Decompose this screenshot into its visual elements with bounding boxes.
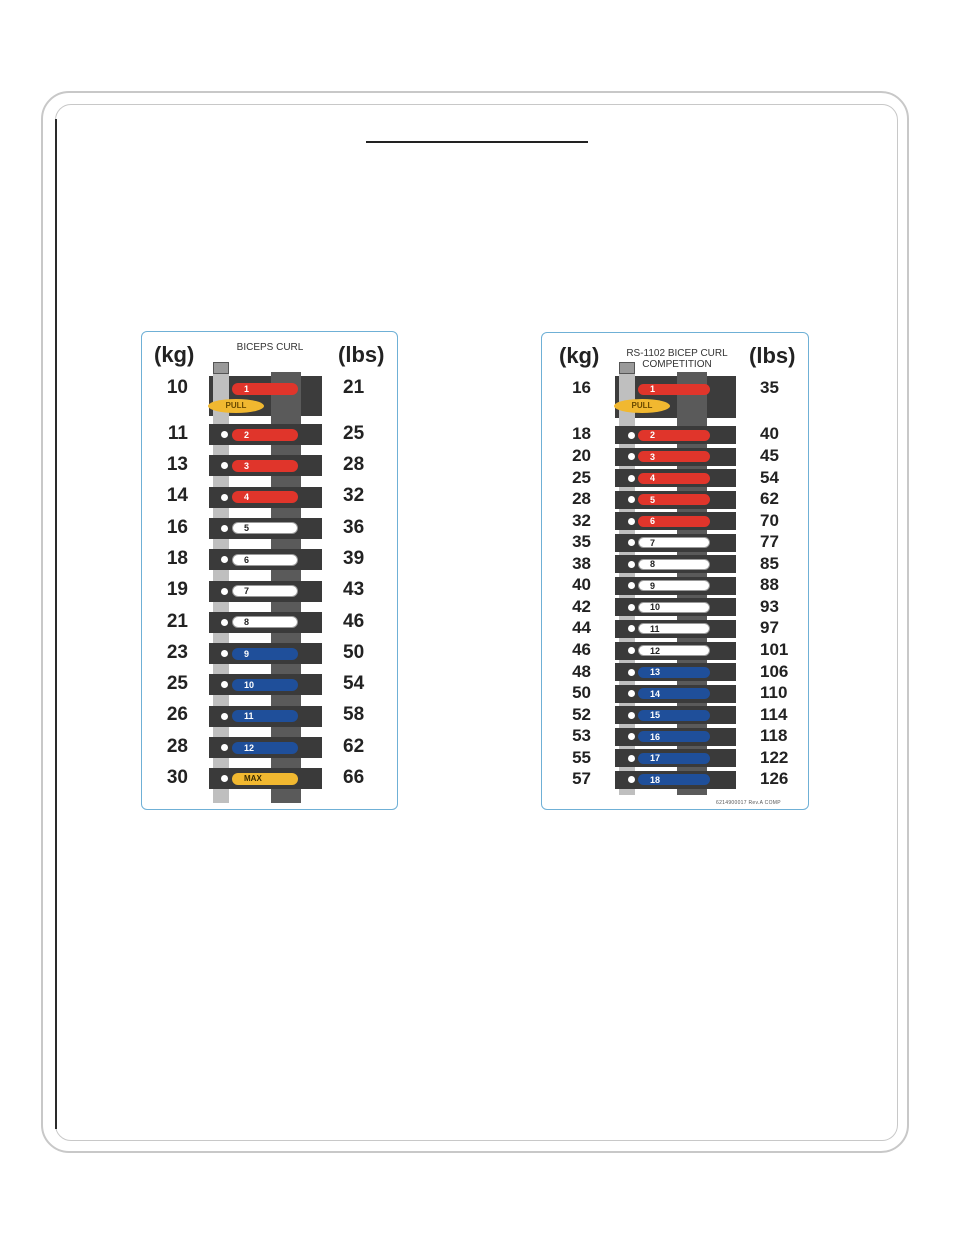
- plate-number: 7: [244, 586, 250, 596]
- lbs-value: 40: [760, 424, 779, 444]
- rod-cap: [619, 362, 635, 374]
- plate-number-pill: [232, 491, 298, 503]
- lbs-value: 32: [343, 485, 365, 507]
- plate-number-pill: [638, 688, 710, 699]
- lbs-value: 88: [760, 575, 779, 595]
- lbs-value: 25: [343, 422, 365, 444]
- plate-number-pill: [232, 648, 298, 660]
- kg-value: 18: [572, 424, 591, 444]
- plate-number: 6: [650, 516, 656, 527]
- lbs-value: 114: [760, 704, 788, 724]
- kg-value: 42: [572, 596, 591, 616]
- kg-value: 46: [572, 639, 591, 659]
- kg-value: 18: [166, 547, 188, 569]
- kg-value: 21: [166, 610, 188, 632]
- plate-number: 12: [650, 645, 661, 656]
- kg-value: 11: [167, 422, 188, 444]
- kg-value: 40: [572, 575, 591, 595]
- plate-number: 2: [650, 430, 656, 440]
- lbs-value: 101: [760, 639, 789, 659]
- plate-number: 11: [650, 623, 660, 634]
- kg-value: 14: [166, 485, 188, 507]
- lbs-value: 28: [343, 454, 365, 476]
- plate-number-pill: [638, 710, 710, 721]
- plate-number-pill: [232, 383, 298, 395]
- kg-value: 16: [166, 516, 188, 538]
- plate-number-pill: [638, 559, 710, 570]
- lbs-value: 126: [760, 769, 789, 789]
- kg-header: (kg): [154, 342, 195, 367]
- kg-value: 50: [572, 683, 591, 703]
- plate-number: 1: [244, 384, 250, 394]
- pin-hole: [221, 713, 228, 720]
- kg-value: 25: [166, 673, 188, 695]
- plate-number: 5: [650, 494, 656, 505]
- lbs-value: 50: [343, 641, 365, 663]
- kg-value: 55: [572, 747, 591, 767]
- plate-number: 10: [244, 679, 255, 690]
- plate-number-pill: [638, 753, 710, 764]
- weight-chart-biceps-curl: [141, 331, 398, 810]
- plate-number-pill: [638, 384, 710, 395]
- pull-label: PULL: [208, 399, 264, 413]
- plate-number: 11: [244, 711, 254, 722]
- plate-number-pill: [638, 451, 710, 462]
- plate-number-pill: [232, 554, 298, 566]
- plate-number-pill: [638, 430, 710, 441]
- lbs-value: 106: [760, 661, 789, 681]
- plate-number-pill: [638, 731, 710, 742]
- kg-value: 16: [572, 378, 591, 398]
- plate-number-pill: [232, 679, 298, 691]
- kg-value: 38: [572, 553, 591, 573]
- plate-number: 8: [244, 617, 250, 628]
- plate-number-pill: [638, 473, 710, 484]
- lbs-value: 45: [760, 446, 779, 465]
- plate-number-pill: [232, 616, 298, 628]
- plate-number-pill: [232, 585, 298, 597]
- pin-hole: [628, 453, 635, 460]
- plate-number: 4: [650, 473, 656, 484]
- plate-number-pill: [638, 516, 710, 527]
- kg-value: 28: [166, 735, 188, 757]
- plate-number: 14: [650, 688, 661, 699]
- plate-number: 16: [650, 731, 661, 742]
- plate-number: 2: [244, 429, 250, 440]
- lbs-value: 54: [760, 467, 779, 487]
- lbs-value: 46: [343, 610, 365, 632]
- pin-hole: [628, 475, 635, 482]
- lbs-value: 62: [760, 489, 779, 509]
- lbs-value: 122: [760, 747, 789, 767]
- plate-number: MAX: [244, 773, 262, 783]
- plate-number: 8: [650, 559, 656, 570]
- plate-number-pill: [638, 580, 710, 591]
- plate-number: 5: [244, 523, 250, 534]
- kg-header: (kg): [559, 343, 600, 368]
- lbs-value: 70: [760, 510, 779, 530]
- lbs-value: 118: [760, 726, 788, 746]
- pin-hole: [628, 712, 635, 719]
- weight-chart-competition: [541, 332, 809, 810]
- pull-label: PULL: [614, 399, 670, 413]
- plate-number-pill: [232, 773, 298, 785]
- chart-title: BICEPS CURL: [236, 342, 304, 353]
- title-underline: [366, 141, 588, 143]
- plate-number: 3: [650, 451, 656, 462]
- lbs-value: 110: [760, 683, 788, 703]
- kg-value: 10: [166, 377, 188, 399]
- plate-number-pill: [638, 645, 710, 656]
- lbs-value: 85: [760, 553, 779, 573]
- lbs-value: 39: [343, 547, 365, 569]
- plate-number: 6: [244, 554, 250, 565]
- plate-number: 13: [650, 667, 661, 678]
- kg-value: 52: [572, 704, 591, 724]
- lbs-value: 21: [343, 377, 365, 399]
- kg-value: 26: [166, 704, 188, 726]
- plate-number-pill: [638, 774, 710, 785]
- lbs-header: (lbs): [338, 342, 385, 367]
- kg-value: 28: [572, 489, 591, 509]
- pin-hole: [628, 647, 635, 654]
- plate-number: 12: [244, 742, 255, 753]
- kg-value: 19: [166, 579, 188, 601]
- lbs-value: 77: [760, 532, 779, 552]
- pin-hole: [628, 669, 635, 676]
- plate-number: 18: [650, 774, 661, 785]
- lbs-header: (lbs): [749, 343, 796, 368]
- plate-number-pill: [232, 710, 298, 722]
- lbs-value: 93: [760, 596, 779, 616]
- pin-hole: [221, 619, 228, 626]
- plate-number: 9: [244, 648, 250, 659]
- chart-title: RS-1102 BICEP CURL COMPETITION: [626, 348, 728, 370]
- plate-number: 7: [650, 537, 656, 548]
- pin-hole: [628, 604, 635, 611]
- kg-value: 23: [166, 641, 188, 663]
- plate-number-pill: [638, 494, 710, 505]
- pin-hole: [221, 588, 228, 595]
- pin-hole: [221, 744, 228, 751]
- kg-value: 20: [572, 446, 591, 465]
- lbs-value: 54: [343, 673, 365, 695]
- plate-number: 9: [650, 580, 656, 591]
- plate-number-pill: [232, 522, 298, 534]
- pin-hole: [628, 518, 635, 525]
- plate-number-pill: [232, 460, 298, 472]
- kg-value: 25: [572, 467, 591, 487]
- plate-number: 17: [650, 753, 661, 764]
- pin-hole: [221, 494, 228, 501]
- lbs-value: 97: [760, 618, 779, 638]
- plate-number-pill: [638, 537, 710, 548]
- pin-hole: [628, 561, 635, 568]
- plate-number-pill: [638, 602, 710, 613]
- kg-value: 35: [572, 532, 591, 552]
- lbs-value: 36: [343, 516, 365, 538]
- plate-number: 3: [244, 460, 250, 471]
- lbs-value: 66: [343, 767, 365, 789]
- pin-hole: [221, 525, 228, 532]
- kg-value: 30: [166, 767, 188, 789]
- plate-number: 15: [650, 710, 661, 721]
- pin-hole: [628, 755, 635, 762]
- pin-hole: [628, 432, 635, 439]
- plate-number-pill: [638, 623, 710, 634]
- lbs-value: 58: [343, 704, 365, 726]
- plate-number: 1: [650, 384, 656, 394]
- part-number: 6214900017 Rev.A COMP: [716, 800, 781, 806]
- plate-number: 10: [650, 602, 661, 613]
- lbs-value: 62: [343, 735, 365, 757]
- plate-number: 4: [244, 492, 250, 503]
- kg-value: 13: [166, 454, 188, 476]
- kg-value: 44: [572, 618, 591, 638]
- plate-number-pill: [232, 429, 298, 441]
- plate-number-pill: [232, 742, 298, 754]
- kg-value: 57: [572, 769, 591, 789]
- lbs-value: 35: [760, 378, 779, 398]
- lbs-value: 43: [343, 579, 365, 601]
- plate-number-pill: [638, 667, 710, 678]
- kg-value: 48: [572, 661, 591, 681]
- kg-value: 32: [572, 510, 591, 530]
- rod-cap: [213, 362, 229, 374]
- kg-value: 53: [572, 726, 591, 746]
- pin-hole: [221, 431, 228, 438]
